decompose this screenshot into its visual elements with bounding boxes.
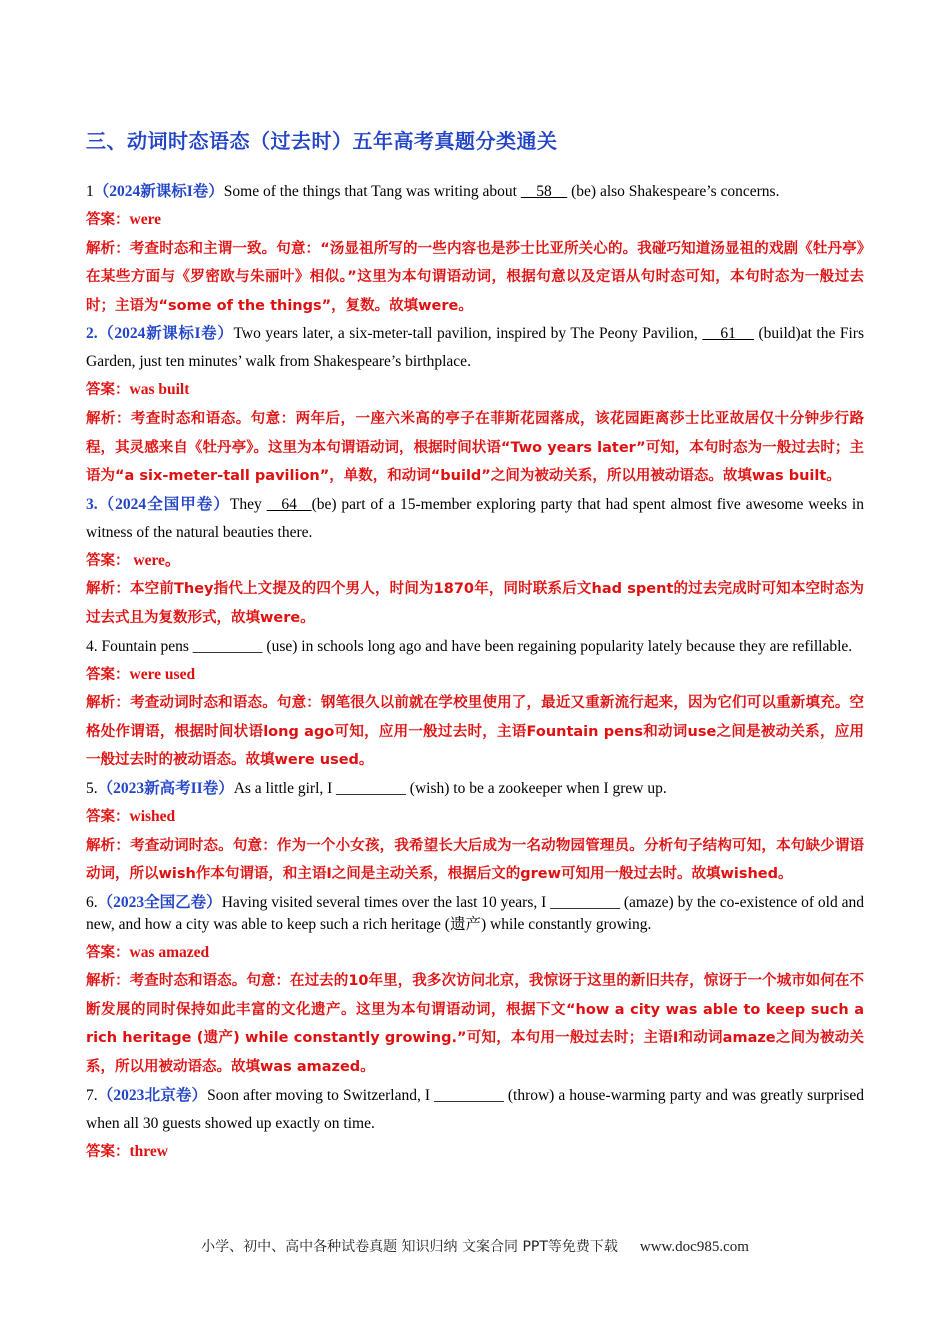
explanation-label: 解析：: [86, 581, 130, 598]
explanation-label: 解析：: [86, 240, 130, 257]
answer-label: 答案：: [86, 944, 130, 961]
explanation-4: [86, 689, 864, 775]
question-text-before: Soon after moving to Switzerland, I: [207, 1086, 435, 1104]
question-source: （2023北京卷）: [97, 1086, 208, 1104]
question-source: （2024全国甲卷）: [97, 495, 230, 513]
answer-value: threw: [129, 1142, 168, 1160]
explanation-label: 解析：: [86, 973, 130, 990]
question-text-after: (be) part of a 15-member exploring party that had spent almost five awesome weeks in witness of the natural beauties there.: [86, 495, 864, 541]
answer-7: [86, 1138, 864, 1167]
question-text-before: As a little girl, I: [233, 779, 337, 797]
explanation-label: 解析：: [86, 837, 131, 854]
answer-value: were: [129, 211, 162, 228]
explanation-text: 考查动词时态。句意：作为一个小女孩，我希望长大后成为一名动物园管理员。分析句子结构可知，本句缺少谓语动词，所以wish作本句谓语，和主语I之间是主动关系，根据后文的grew可知用一般过去时。故填wished。: [86, 837, 865, 883]
answer-label: 答案：: [86, 1143, 130, 1160]
question-1: [86, 178, 864, 206]
question-number: 1: [86, 183, 94, 200]
question-text-before: They: [229, 495, 267, 513]
explanation-text: 本空前They指代上文提及的四个男人，时间为1870年，同时联系后文had spent的过去完成时可知本空时态为过去式且为复数形式，故填were。: [86, 581, 864, 626]
question-number: 3.: [86, 495, 98, 513]
answer-4: [86, 661, 864, 690]
explanation-5: [86, 832, 864, 889]
explanation-2: [86, 405, 864, 491]
answer-5: [86, 803, 864, 832]
question-number: 5.: [86, 779, 98, 797]
explanation-label: 解析：: [86, 695, 131, 712]
explanation-text: 考查时态和语态。句意：两年后，一座六米高的亭子在菲斯花园落成，该花园距离莎士比亚故居仅十分钟步行路程，其灵感来自《牡丹亭》。这里为本句谓语动词，根据时间状语“Two years later”可知，本句时态为一般过去时；主语为“a six-meter-tall pavilion”，单数，和动词“build”之间为被动关系，所以用被动语态。故填was built。: [86, 410, 865, 485]
question-source: （2023全国乙卷）: [97, 893, 222, 911]
explanation-1: [86, 235, 864, 321]
question-text-before: Some of the things that Tang was writing about: [223, 183, 521, 200]
answer-2: [86, 376, 864, 405]
answer-value: wished: [129, 807, 176, 825]
answer-blank: 64: [266, 495, 312, 513]
answer-value: were used: [129, 665, 196, 683]
question-list: [86, 178, 864, 1166]
answer-label: 答案：: [86, 808, 130, 825]
footer-site-link[interactable]: www.doc985.com: [639, 1239, 749, 1255]
question-text-before: Having visited several times over the last 10 years, I: [221, 893, 551, 911]
question-number: 4.: [86, 637, 98, 655]
question-text-after: (be) also Shakespeare’s concerns.: [567, 183, 780, 200]
answer-value: were。: [129, 551, 181, 569]
question-text-after: (build)at the Firs Garden, just ten minutes’ walk from Shakespeare’s birthplace.: [86, 325, 864, 371]
question-text-after: (wish) to be a zookeeper when I grew up.: [405, 779, 667, 797]
answer-blank: _________: [336, 779, 406, 797]
answer-value: was amazed: [129, 943, 210, 961]
question-text-before: Fountain pens: [97, 637, 193, 655]
explanation-text: 考查时态和主谓一致。句意：“汤显祖所写的一些内容也是莎士比亚所关心的。我碰巧知道汤显祖的戏剧《牡丹亭》在某些方面与《罗密欧与朱丽叶》相似。”这里为本句谓语动词，根据句意以及定语从句时态可知，本句时态为一般过去时；主语为“some of the things”，复数。故填were。: [86, 240, 865, 314]
question-3: [86, 491, 864, 547]
explanation-3: [86, 575, 864, 632]
question-number: 7.: [86, 1086, 98, 1104]
answer-blank: 61: [702, 325, 754, 343]
page-footer: [0, 1236, 950, 1256]
answer-3: [86, 547, 864, 576]
answer-blank: _________: [192, 637, 263, 655]
question-source: （2023新高考II卷）: [97, 779, 234, 797]
answer-label: 答案：: [86, 212, 130, 228]
answer-1: [86, 206, 864, 235]
question-number: 6.: [86, 893, 98, 911]
question-text-before: Two years later, a six-meter-tall pavilion, inspired by The Peony Pavilion,: [233, 325, 703, 343]
page-title: 三、动词时态语态（过去时）五年高考真题分类通关: [86, 129, 558, 153]
footer-text: 小学、初中、高中各种试卷真题 知识归纳 文案合同 PPT等免费下载: [201, 1239, 618, 1255]
answer-6: [86, 939, 864, 968]
explanation-text: 考查时态和语态。句意：在过去的10年里，我多次访问北京，我惊讶于这里的新旧共存，惊讶于一个城市如何在不断发展的同时保持如此丰富的文化遗产。这里为本句谓语动词，根据下文“how a city was able to keep such a rich heritage (遗产) while constantly growing.”可知，本句用一般过去时；主语I和动词amaze之间为被动关系，所以用被动语态。故填was amazed。: [86, 973, 865, 1076]
question-text-after: (use) in schools long ago and have been regaining popularity lately because they are refillable.: [262, 637, 853, 655]
question-2: [86, 320, 864, 376]
question-source: （2024新课标I卷）: [93, 183, 224, 200]
question-7: [86, 1082, 864, 1138]
question-source: （2024新课标I卷）: [97, 325, 234, 343]
answer-label: 答案：: [86, 666, 130, 683]
question-4: [86, 636, 864, 658]
explanation-text: 考查动词时态和语态。句意：钢笔很久以前就在学校里使用了，最近又重新流行起来，因为它们可以重新填充。空格处作谓语，根据时间状语long ago可知，应用一般过去时，主语Fountain pens和动词use之间是被动关系，应用一般过去时的被动语态。故填were used。: [86, 695, 865, 769]
question-6: [86, 892, 864, 936]
answer-label: 答案：: [86, 382, 130, 399]
question-number: 2.: [86, 325, 98, 343]
answer-blank: 58: [520, 183, 568, 200]
question-5: [86, 775, 864, 803]
answer-blank: _________: [434, 1086, 504, 1104]
answer-value: was built: [129, 381, 190, 399]
question-text-after: (amaze) by the co-existence of old and new, and how a city was able to keep such a rich heritage (遗产) while constantly growing.: [86, 893, 864, 933]
explanation-label: 解析：: [86, 410, 131, 427]
question-text-after: (throw) a house-warming party and was greatly surprised when all 30 guests showed up exactly on time.: [86, 1086, 864, 1132]
answer-blank: _________: [550, 893, 620, 911]
answer-label: 答案：: [86, 552, 130, 569]
explanation-6: [86, 967, 864, 1081]
